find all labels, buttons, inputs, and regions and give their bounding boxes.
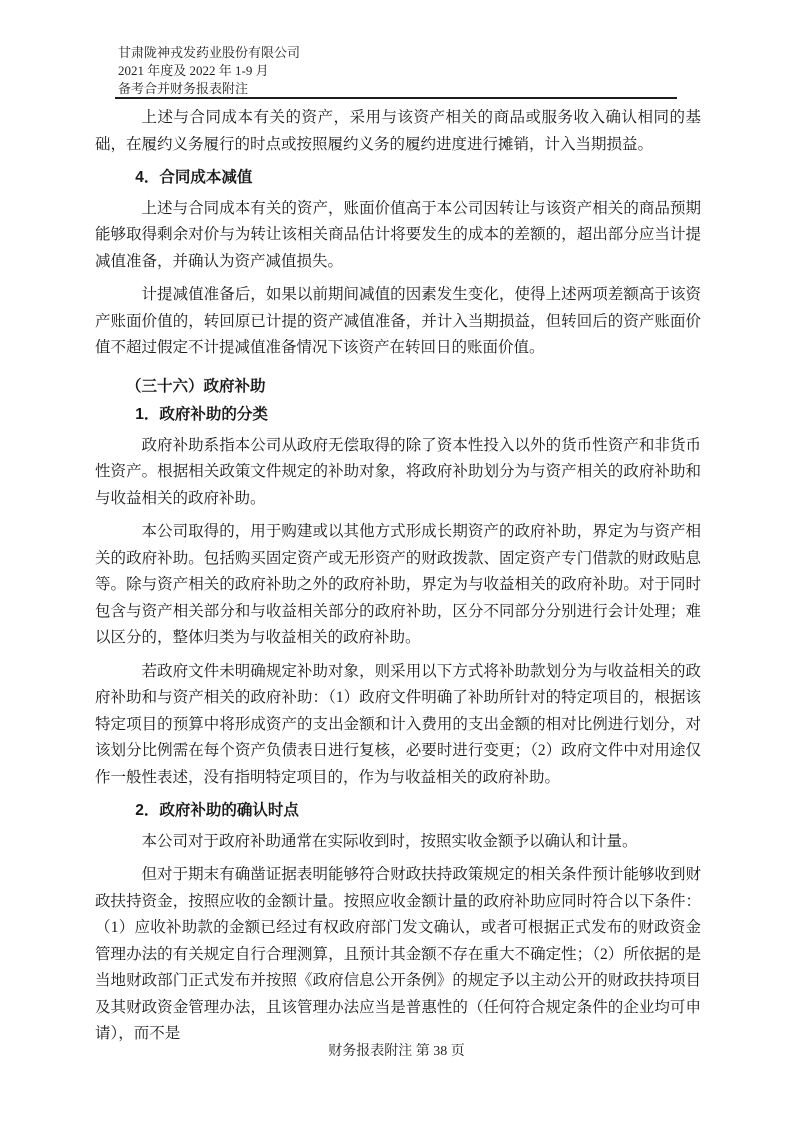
paragraph-recognition-on-receipt: 本公司对于政府补助通常在实际收到时，按照实收金额予以确认和计量。 [141, 832, 638, 850]
paragraph-asset-related-subsidy: 本公司取得的，用于购建或以其他方式形成长期资产的政府补助，界定为与资产相关的政府补助。包括购买固定资产或无形资产的财政拨款、固定资产专门借款的财政贴息等。除与资产相关的政府补助之外的政府补助，界定为与收益相关的政府补助。对于同时包含与资产相关部分和与收益相关部分的政府补助，区分不同部分分别进行会计处理；难以区分的，整体归类为与收益相关的政府补助。 [95, 523, 701, 646]
paragraph-recognition-receivable-conditions: 但对于期末有确凿证据表明能够符合财政扶持政策规定的相关条件预计能够收到财政扶持资金，按照应收的金额计量。按照应收金额计量的政府补助应同时符合以下条件：（1）应收补助款的金额已经过有权政府部门发文确认，或者可根据正式发布的财政资金管理办法的有关规定自行合理测算，且预计其金额不存在重大不确定性；（2）所依据的是当地财政部门正式发布并按照《政府信息公开条例》的规定予以主动公开的财政扶持项目及其财政资金管理办法，且该管理办法应当是普惠性的（任何符合规定条件的企业均可申请），而不是 [95, 866, 701, 1042]
paragraph-contract-cost-amortization: 上述与合同成本有关的资产，采用与该资产相关的商品或服务收入确认相同的基础，在履约义务履行的时点或按照履约义务的履约进度进行摊销，计入当期损益。 [95, 109, 701, 153]
header-report-period: 2021 年度及 2022 年 1-9 月 [118, 63, 269, 78]
heading-subsidy-classification: 1．政府补助的分类 [135, 406, 268, 423]
paragraph-subsidy-division-rules: 若政府文件未明确规定补助对象，则采用以下方式将补助款划分为与收益相关的政府补助和与资产相关的政府补助：（1）政府文件明确了补助所针对的特定项目的，根据该特定项目的预算中将形成资产的支出金额和计入费用的支出金额的相对比例进行划分，对该划分比例需在每个资产负债表日进行复核，必要时进行变更；（2）政府文件中对用途仅作一般性表述，没有指明特定项目的，作为与收益相关的政府补助。 [95, 662, 701, 786]
header-document-title: 备考合并财务报表附注 [118, 81, 249, 96]
header-company-name: 甘肃陇神戎发药业股份有限公司 [118, 45, 301, 60]
paragraph-impairment-reversal: 计提减值准备后，如果以前期间减值的因素发生变化，使得上述两项差额高于该资产账面价值的，转回原已计提的资产减值准备，并计入当期损益，但转回后的资产账面价值不超过假定不计提减值准备情况下该资产在转回日的账面价值。 [95, 286, 701, 356]
document-header [118, 44, 300, 98]
heading-contract-cost-impairment: 4．合同成本减值 [135, 169, 253, 186]
paragraph-subsidy-definition: 政府补助系指本公司从政府无偿取得的除了资本性投入以外的货币性资产和非货币性资产。根据相关政策文件规定的补助对象，将政府补助划分为与资产相关的政府补助和与收益相关的政府补助。 [95, 436, 701, 507]
page-footer [0, 1040, 793, 1060]
paragraph-impairment-provision: 上述与合同成本有关的资产，账面价值高于本公司因转让与该资产相关的商品预期能够取得剩余对价与为转让该相关商品估计将要发生的成本的差额的，超出部分应当计提减值准备，并确认为资产减值损失。 [95, 199, 701, 270]
document-body [95, 98, 701, 1055]
heading-government-subsidy: （三十六）政府补助 [126, 377, 266, 395]
heading-subsidy-recognition-timing: 2．政府补助的确认时点 [135, 802, 299, 819]
footer-page-label: 财务报表附注 第 38 页 [328, 1044, 465, 1059]
